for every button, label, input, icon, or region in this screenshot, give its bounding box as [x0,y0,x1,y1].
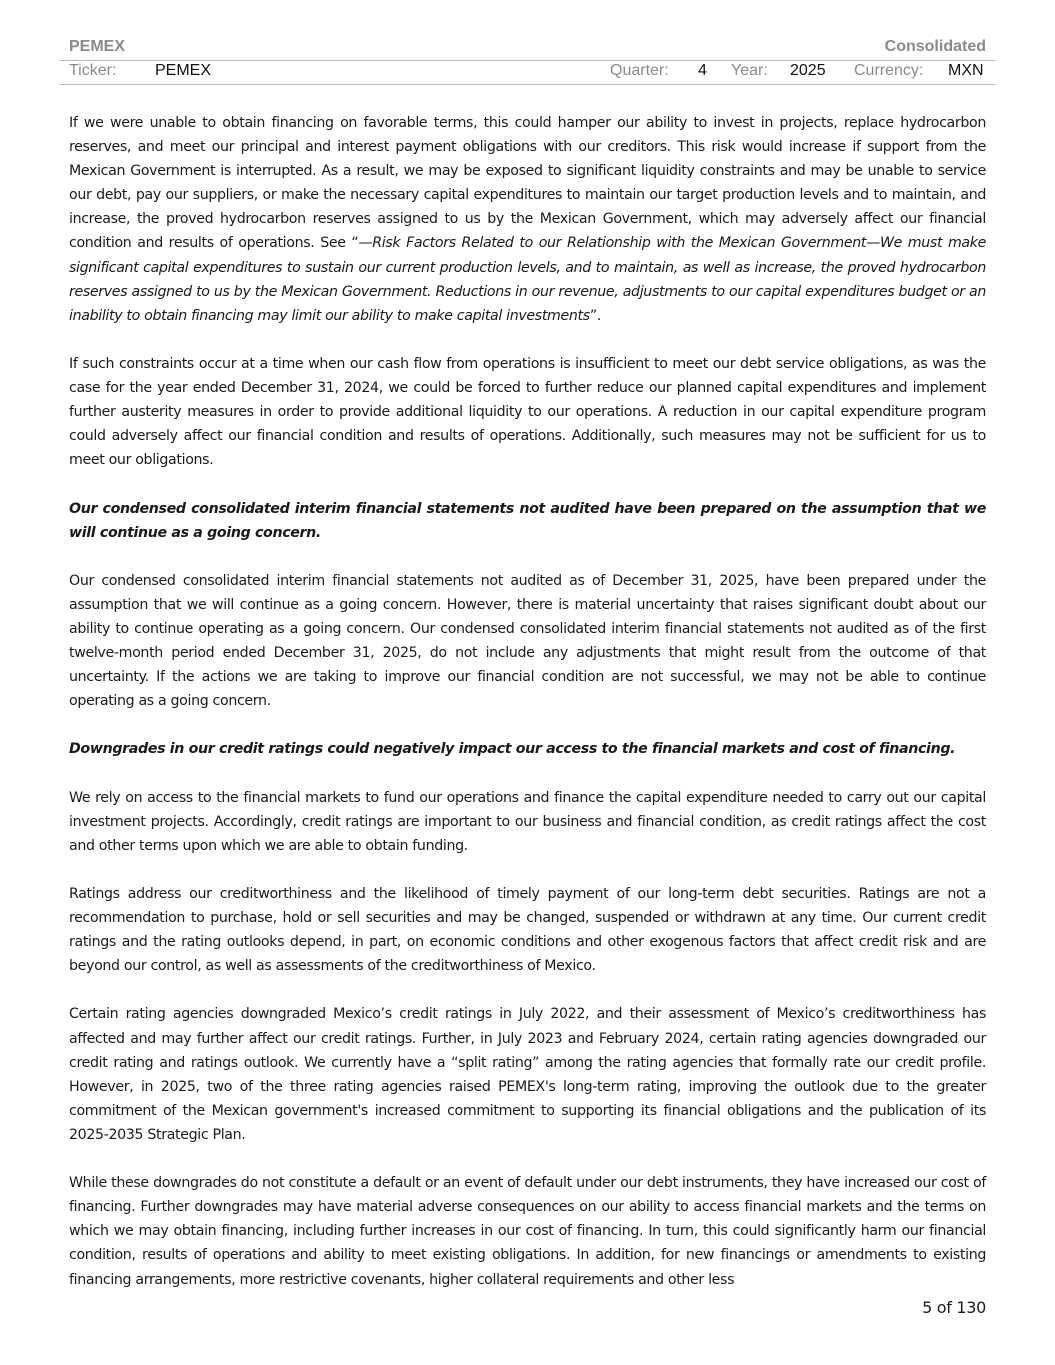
report-scope: Consolidated [884,38,986,55]
document-body [69,111,986,1316]
paragraph-liquidity-constraints: If such constraints occur at a time when our cash flow from operations is insufficient to meet our debt service obligations, as was the case for the year ended December 31, 2024, we could be forced to further reduce our planned capital expenditures and implement further austerity measures in order to provide additional liquidity to our operations. A reduction in our capital expenditure program could adversely affect our financial condition and results of operations. Additionally, such measures may not be sufficient for us to meet our obligations. [69,355,986,469]
paragraph-ratings-address: Ratings address our creditworthiness and the likelihood of timely payment of our long-term debt securities. Ratings are not a recommendation to purchase, hold or sell securities and may be changed, suspended or withdrawn at any time. Our current credit ratings and the rating outlooks depend, in part, on economic conditions and other exogenous factors that affect credit risk and are beyond our control, as well as assessments of the creditworthiness of Mexico. [69,886,986,975]
ticker-value: PEMEX [155,62,212,79]
page-number: 5 of 130 [922,1298,986,1317]
year-label: Year: [731,62,768,79]
quarter-label: Quarter: [610,62,669,79]
heading-credit-ratings: Downgrades in our credit ratings could negatively impact our access to the financial markets and cost of financing. [69,741,956,758]
paragraph-downgrade-consequences: While these downgrades do not constitute a default or an event of default under our debt instruments, they have increased our cost of financing. Further downgrades may have material adverse consequences on our ability to access financial markets and the terms on which we may obtain financing, including further increases in our cost of financing. In turn, this could significantly harm our financial condition, results of operations and ability to meet existing obligations. In addition, for new financings or amendments to existing financing arrangements, more restrictive covenants, higher collateral requirements and other less [69,1175,986,1288]
paragraph-rating-downgrades: Certain rating agencies downgraded Mexico’s credit ratings in July 2022, and their assessment of Mexico’s creditworthiness has affected and may further affect our credit ratings. Further, in July 2023 and February 2024, certain rating agencies downgraded our credit rating and ratings outlook. We currently have a “split rating” among the rating agencies that formally rate our credit profile. However, in 2025, two of the three rating agencies raised PEMEX's long-term rating, improving the outlook due to the greater commitment of the Mexican government's increased commitment to supporting its financial obligations and the publication of its 2025-2035 Strategic Plan. [69,1006,986,1143]
paragraph-going-concern: Our condensed consolidated interim financial statements not audited as of December 31, 2025, have been prepared under the assumption that we will continue as a going concern. However, there is material uncertainty that raises significant doubt about our ability to continue operating as a going concern. Our condensed consolidated interim financial statements not audited as of the first twelve-month period ended December 31, 2025, do not include any adjustments that might result from the outcome of that uncertainty. If the actions we are taking to improve our financial condition are not successful, we may not be able to continue operating as a going concern. [69,572,986,710]
paragraph-financial-markets: We rely on access to the financial markets to fund our operations and finance the capital expenditure needed to carry out our capital investment projects. Accordingly, credit ratings are important to our business and financial condition, as credit ratings affect the cost and other terms upon which we are able to obtain funding. [69,789,986,854]
ticker-label: Ticker: [69,62,117,79]
year-value: 2025 [790,62,826,79]
company-name: PEMEX [69,38,126,55]
header-top-row [60,36,995,61]
currency-label: Currency: [854,62,924,79]
risk-factor-reference: —Risk Factors Related to our Relationship with the Mexican Government—We must make significant capital expenditures to sustain our current production levels, and to maintain, as well as increase, the proved hydrocarbon reserves assigned to us by the Mexican Government. Reductions in our revenue, adjustments to our capital expenditures budget or an inability to obtain financing may limit our ability to make capital investments [69,235,986,324]
paragraph-financing-terms: If we were unable to obtain financing on favorable terms, this could hamper our ability to invest in projects, replace hydrocarbon reserves, and meet our principal and interest payment obligations with our creditors. This risk would increase if support from the Mexican Government is interrupted. As a result, we may be exposed to significant liquidity constraints and may be unable to service our debt, pay our suppliers, or make the necessary capital expenditures to maintain our target production levels and to maintain, and increase, the proved hydrocarbon reserves assigned to us by the Mexican Government, which may adversely affect our financial condition and results of operations. See “—Risk Factors Related to our Relationship with the Mexican Government—We must make significant capital expenditures to sustain our current production levels, and to maintain, as well as increase, the proved hydrocarbon reserves assigned to us by the Mexican Government. Reductions in our revenue, adjustments to our capital expenditures budget or an inability to obtain financing may limit our ability to make capital investments”. [69,115,986,324]
quarter-value: 4 [698,62,707,79]
heading-going-concern: Our condensed consolidated interim financial statements not audited have been prepared on the assumption that we will continue as a going concern. [69,500,986,541]
header-info-row [60,60,995,85]
currency-value: MXN [948,62,984,79]
